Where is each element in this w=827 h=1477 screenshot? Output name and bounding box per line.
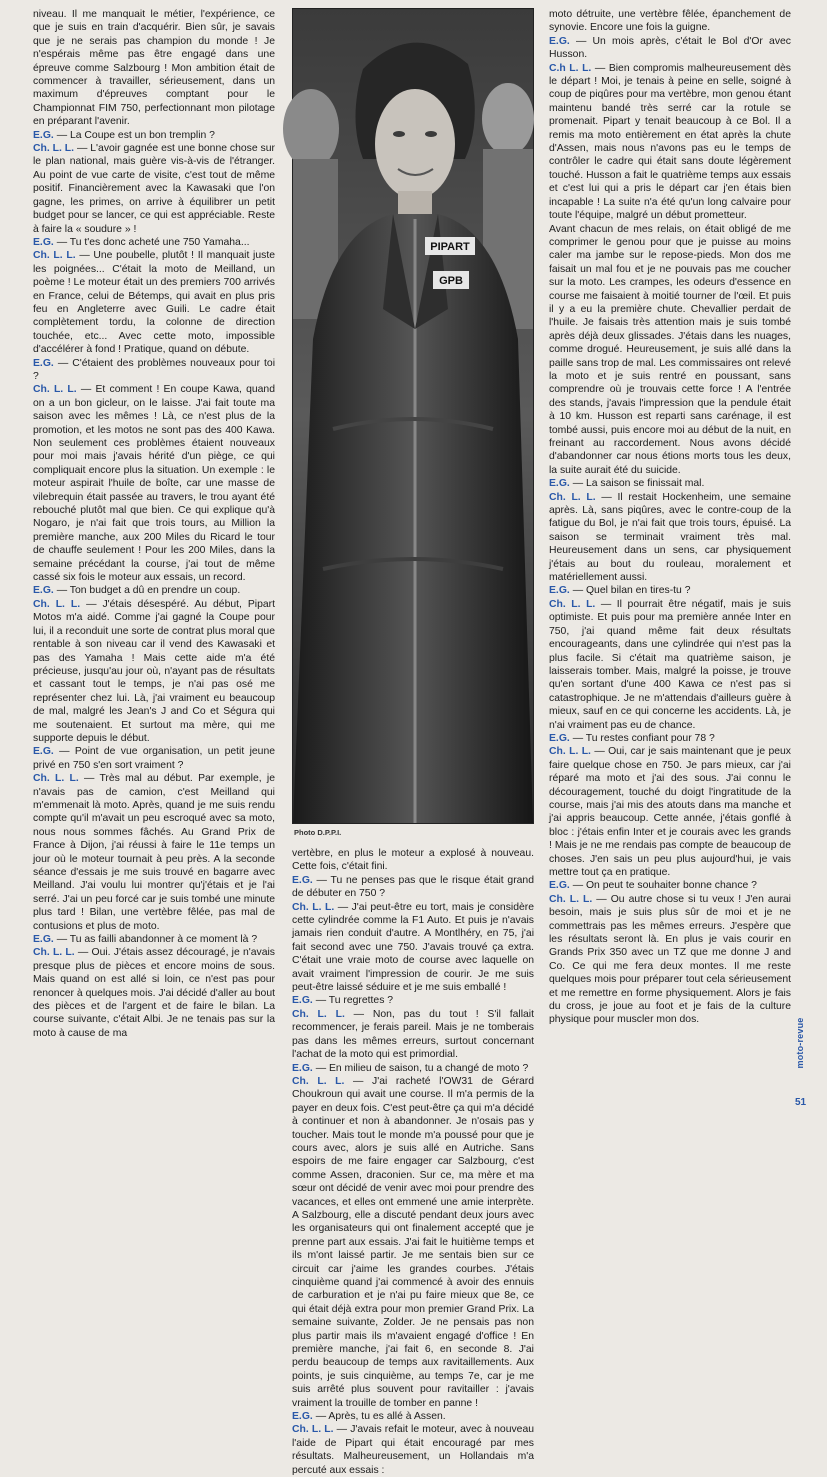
speaker-label: Ch. L. L. xyxy=(549,491,596,503)
paragraph xyxy=(549,893,791,1027)
paragraph xyxy=(33,249,275,356)
speaker-label: E.G. xyxy=(33,357,54,369)
speaker-label: Ch. L. L. xyxy=(33,384,77,396)
paragraph xyxy=(33,772,275,933)
article-column-1 xyxy=(33,8,275,1132)
speaker-label: E.G. xyxy=(33,934,54,946)
paragraph-text: — J'étais désespéré. Au début, Pipart Motos m'a aidé. Comme j'ai gagné la Coupe pour lui, il a reconduit une sorte de contrat plus moral que rentable à son niveau car il vend des Kawasaki et pas des Yamaha ! Mais cette aide m'a été précieuse, jusqu'au jour où, n'ayant pas de résultats et cassant tout le temps, je n'ai pas osé me représenter chez lui. Là, j'ai vraiment eu beaucoup de mal, malgré les Jean's J and Co et Ségura qui me soutenaient. Et surtout ma mère, qui me supporte depuis le début. xyxy=(33,598,276,744)
paragraph-text: — Oui, car je sais maintenant que je peux faire quelque chose en 750. Je pars mieux, car j'ai réparé ma moto et j'ai des sous. J'ai connu le découragement, touché du doigt l'ingratitude de la course, mais j'ai mis des atouts dans ma manche et j'ai appris beaucoup. Cette année, j'étais gonflé à bloc : j'étais enfin Inter et je courais avec les grands ! Mais je ne me rendais pas compte de beaucoup de choses. J'en sais un peu plus aujourd'hui, je vais mettre tout ça en pratique. xyxy=(549,746,792,878)
speaker-label: Ch. L. L. xyxy=(549,893,593,905)
paragraph-text: — Bien compromis malheureusement dès le départ ! Moi, je tenais à peine en selle, soigné à coup de piqûres pour ma vertèbre, mon genou étant maintenu bandé très serré car la rotule se promenait. Pipart y tenait beaucoup à ce Bol. Il a remis ma moto entièrement en état après la chute d'Assen, mais nous n'avons pas eu le temps de contrôler le cadre qui était sans doute légèrement touché. Husson a fait le quatrième temps aux essais et c'est lui qui a pris le départ car j'en étais bien incapable ! La suite n'a été qu'un long calvaire pour toute l'équipe, malgré un début prometteur. xyxy=(549,62,792,222)
paragraph-text: moto détruite, une vertèbre fêlée, épanchement de synovie. Encore une fois la guigne. xyxy=(549,9,791,34)
paragraph-text: — Une poubelle, plutôt ! Il manquait juste les poignées... C'était la moto de Meilland, un poème ! Le moteur était un des premiers 700 arrivés en France, celui de Bétemps, qui avait en plus pris feu en Angleterre avec Guili. Le cadre était complètement tordu, la colonne de direction touchée, etc... Avec cette moto, impossible d'accélérer à fond ! Pratique, quand on débute. xyxy=(33,250,276,356)
rider-photo xyxy=(292,8,534,824)
speaker-label: C.h L. L. xyxy=(549,62,592,74)
speaker-label: E.G. xyxy=(549,880,570,892)
speaker-label: E.G. xyxy=(292,1411,313,1423)
paragraph-text: — Quel bilan en tires-tu ? xyxy=(572,585,691,597)
bystander-right xyxy=(482,83,534,155)
leather-jacket xyxy=(293,214,533,823)
paragraph xyxy=(549,732,791,745)
paragraph-text: Avant chacun de mes relais, on était obligé de me comprimer le genou pour que je puisse au moins caler ma jambe sur le repose-pieds. Mon dos me faisait un mal fou et je ne pouvais pas me coucher sur la moto. Les crampes, les odeurs d'essence en course me faisaient à moitié tourner de l'œil. Et puis il y a eu la première chute. Chevallier perdait de l'huile. Je faisais très attention mais je suis tombé après déjà deux glissades. J'étais dans les nuages, comme drogué. Heureusement, je suis allé dans la paille sans trop de mal. Les commissaires ont relevé la moto et je suis rentré en poussant, sans comprendre où je trouvais cette force ! A l'entrée des stands, j'avais l'impression que la pendule était à 10 km. Husson est reparti sans carénage, il est tombé aussi, puis encore moi au début de la nuit, en freinant au raccordement. Nous avons décidé d'abandonner car nous étions morts tous les deux, la suite aurait été du suicide. xyxy=(549,223,791,476)
speaker-label: Ch. L. L. xyxy=(33,947,75,959)
paragraph xyxy=(33,8,275,129)
speaker-label: Ch. L. L. xyxy=(549,598,596,610)
paragraph-text: — C'étaient des problèmes nouveaux pour toi ? xyxy=(33,357,276,382)
paragraph-text: — Il restait Hockenheim, une semaine après. Là, sans piqûres, avec le contre-coup de la fatigue du Bol, je n'ai fait que trois tours, épuisé. La saison se terminait vraiment très mal. Heureusement dans un sens, car physiquement j'étais au bout du rouleau, moralement et matériellement aussi. xyxy=(549,491,792,584)
paragraph-text: — Tu regrettes ? xyxy=(315,995,394,1007)
bystander-left xyxy=(283,89,339,169)
paragraph-text: — J'ai racheté l'OW31 de Gérard Choukroun qui avait une course. Il m'a permis de la payer en deux fois. C'est peut-être ça qui m'a décidé à continuer et non à abandonner. Je n'osais pas y toucher. Mais tout le monde m'a poussé pour que je cours avec, alors je suis allé en Autriche. Sans espoirs de me faire engager car Salzbourg, c'est comme Assen, draconien. Sur ce, ma mère et ma sœur ont décidé de venir avec moi pour prendre des vacances, et elles ont emmené une amie interprète. A Salzbourg, elle a discuté pendant deux jours avec les organisateurs qui ont finalement accepté que je prenne part aux essais. J'ai fait le huitième temps et ils m'ont laissé partir. Je me sentais bien sur ce circuit car j'aime les grandes courbes. J'étais cinquième quand j'ai commencé à avoir des ennuis de carburation et je n'ai pu faire mieux que 8e, ce qui était déjà extra pour mon premier Grand Prix. La semaine suivante, Zolder. Je ne pensais pas non plus partir mais ils m'avaient engagé d'office ! En première manche, j'ai fait 6, en seconde 8. J'ai perdu beaucoup de temps aux ravitaillements. Aux points, je suis cinquième, au temps 7e, car je me suis arrêté plus souvent pour ravitailler : j'avais vraiment la trouille de tomber en panne ! xyxy=(292,1075,534,1409)
speaker-label: Ch. L. L. xyxy=(33,143,75,155)
speaker-label: Ch. L. L. xyxy=(292,1008,345,1020)
paragraph xyxy=(33,933,275,946)
paragraph-text: — Tu ne penses pas que le risque était grand de débuter en 750 ? xyxy=(292,874,534,900)
speaker-label: Ch. L. L. xyxy=(292,1075,345,1087)
paragraph xyxy=(549,491,791,585)
paragraph xyxy=(292,847,534,874)
speaker-label: E.G. xyxy=(292,874,313,886)
speaker-label: E.G. xyxy=(292,995,313,1007)
paragraph xyxy=(292,1075,534,1410)
paragraph xyxy=(549,223,791,478)
paragraph xyxy=(549,8,791,35)
paragraph-text: — Ton budget a dû en prendre un coup. xyxy=(56,585,241,597)
paragraph xyxy=(33,598,275,745)
paragraph-text: — Il pourrait être négatif, mais je suis optimiste. Et puis pour ma première année Inter en 750, j'ai quand même fait deux résultats encourageants, dans une cylindrée qui n'est pas la plus facile. Si c'était ma quatrième saison, je laisserais tomber. Mais, malgré la poisse, je trouve qu'en sortant d'une 400 Kawa ce n'est pas si catastrophique. Je ne m'attendais d'ailleurs guère à mieux, sauf en ce qui concerne les accidents. Là, je n'ai vraiment pas eu de chance. xyxy=(549,598,791,731)
paragraph xyxy=(549,745,791,879)
article-column-3 xyxy=(549,8,791,1132)
speaker-label: Ch. L. L. xyxy=(292,901,335,913)
paragraph-text: — J'ai peut-être eu tort, mais je considère cette cylindrée comme la F1 Auto. Et puis je n'avais jamais rien conduit d'autre. A Montlhéry, en 75, j'ai fait second avec une 750. J'avais trouvé ça extra. C'était une vraie moto de course avec laquelle on avait vraiment l'impression de courir. Je me suis peut-être laissé séduire et je me suis emballé ! xyxy=(292,901,534,994)
paragraph xyxy=(549,35,791,62)
paragraph xyxy=(33,236,275,249)
paragraph xyxy=(549,879,791,892)
paragraph xyxy=(549,584,791,597)
paragraph-text: — En milieu de saison, tu a changé de moto ? xyxy=(315,1062,529,1074)
speaker-label: E.G. xyxy=(33,585,54,597)
paragraph-text: — La saison se finissait mal. xyxy=(572,478,705,490)
paragraph xyxy=(33,129,275,142)
jacket-patch-text-1: PIPART xyxy=(430,241,470,253)
paragraph-text: — La Coupe est un bon tremplin ? xyxy=(56,129,215,141)
speaker-label: E.G. xyxy=(33,129,54,141)
speaker-label: E.G. xyxy=(549,478,570,490)
paragraph-text: — Très mal au début. Par exemple, je n'avais pas de camion, c'est Meilland qui m'emmenait là moto. Après, quand je me suis rendu compte qu'il m'avait un peu escroqué avec sa moto, nous nous sommes fâchés. Au Grand Prix de France à Dijon, j'ai réussi à faire le 11e temps un jour où le moteur tournait à peu près. A la seconde séance d'essais je me suis trouvé en bagarre avec Meilland. J'ai voulu lui montrer qu'j'étais et je l'ai serré. J'ai un peu forcé car je suis tombé une minute plus tard ! Bilan, une vertèbre fêlée, pas mal de contusions et plus de moto. xyxy=(33,773,276,932)
paragraph xyxy=(292,1423,534,1477)
paragraph-text: — Après, tu es allé à Assen. xyxy=(315,1411,446,1423)
speaker-label: E.G. xyxy=(549,732,570,744)
paragraph xyxy=(292,1410,534,1423)
paragraph xyxy=(292,994,534,1007)
speaker-label: Ch. L. L. xyxy=(33,250,76,262)
page-number: 51 xyxy=(795,1097,807,1108)
speaker-label: Ch. L. L. xyxy=(549,746,591,758)
paragraph-text: — On peut te souhaiter bonne chance ? xyxy=(572,880,757,892)
rider-face xyxy=(375,89,455,199)
paragraph-text: — Tu restes confiant pour 78 ? xyxy=(572,732,715,744)
paragraph xyxy=(33,142,275,236)
paragraph xyxy=(33,584,275,597)
magazine-name-vertical: moto-revue xyxy=(795,1017,805,1069)
paragraph-text: — Ou autre chose si tu veux ! J'en aurai besoin, mais je suis plus sûr de moi et je ne commettrais pas les mêmes erreurs. J'espère que les résultats seront là. En plus je vais courir en Grands Prix 350 avec un TZ que me donne J and Co. Ce qui me fera deux montes. Il me reste quelques mois pour préparer tout cela sérieusement et me remettre en forme physiquement. Alors je fais du cross, je joue au foot et je fais de la culture physique pour muscler mon dos. xyxy=(549,893,791,1026)
jacket-patch-text-2: GPB xyxy=(439,275,463,287)
paragraph-text: — Tu t'es donc acheté une 750 Yamaha... xyxy=(56,236,250,248)
article-column-2 xyxy=(292,847,534,1476)
paragraph-text: vertèbre, en plus le moteur a explosé à nouveau. Cette fois, c'était fini. xyxy=(292,848,534,873)
paragraph-text: niveau. Il me manquait le métier, l'expérience, ce que je suis en train d'acquérir. Bien sûr, je savais que je ne serais pas champion du monde ! Je n'espérais même pas être engagé dans une épreuve comme Salzbourg ! Mon ambition était de commencer à travailler, sérieusement, dans un maximum d'épreuves comptant pour le Championnat FIM 750, perfectionnant mon pilotage en préparant l'avenir. xyxy=(33,9,275,128)
paragraph-text: — L'avoir gagnée est une bonne chose sur le plan national, mais guère vis-à-vis de l'étranger. Au point de vue carte de visite, c'est tout de même positif. Financièrement avec la Kawasaki que l'on gagne, les primes, on arrive à équilibrer un petit budget pour se lancer, ce qui est appréciable. Reste à faire la « soudure » ! xyxy=(33,143,275,235)
paragraph xyxy=(549,477,791,490)
speaker-label: E.G. xyxy=(549,35,570,47)
paragraph-text: — Et comment ! En coupe Kawa, quand on a un bon gicleur, on le laisse. J'ai fait toute ma saison avec les mêmes ! Là, ce n'est plus de la promotion, et les motos ne sont pas des 400 Kawa. Non seulement ces problèmes étaient nouveaux pour moi mais j'avais hérité d'un piège, ce qui compliquait encore plus la situation. Un exemple : le moteur aspirait l'huile de boîte, car une masse de vilebrequin était passée au travers, le trou ayant été rebouché plutôt mal que bien. Ce qui explique qu'à Nogaro, je n'ai fait que trois tours, au Million la première manche, aux 200 Miles du Ricard le tour de chauffe seulement ! Pour les 200 Miles, dans la semaine précédant la course, j'ai tout de même cassé six fois le moteur aux essais, un record. xyxy=(33,384,275,584)
paragraph-text: — Non, pas du tout ! S'il fallait recommencer, je ferais pareil. Mais je ne tomberais pas dans les mêmes erreurs, surtout concernant l'achat de la moto qui est primordial. xyxy=(292,1008,534,1061)
paragraph-text: — J'avais refait le moteur, avec à nouveau l'aide de Pipart qui était encouragé par mes résultats. Malheureusement, un Hollandais m'a percuté aux essais : xyxy=(292,1424,534,1476)
paragraph xyxy=(292,874,534,901)
speaker-label: E.G. xyxy=(33,236,54,248)
paragraph-text: — Point de vue organisation, un petit jeune privé en 750 s'en sort vraiment ? xyxy=(33,746,275,771)
paragraph xyxy=(549,62,791,223)
speaker-label: Ch. L. L. xyxy=(33,773,79,785)
paragraph-text: — Un mois après, c'était le Bol d'Or avec Husson. xyxy=(549,35,791,61)
speaker-label: E.G. xyxy=(33,746,54,758)
paragraph xyxy=(33,357,275,384)
paragraph xyxy=(33,383,275,584)
speaker-label: E.G. xyxy=(549,585,570,597)
paragraph xyxy=(292,1062,534,1075)
paragraph xyxy=(33,745,275,772)
paragraph xyxy=(292,1008,534,1062)
speaker-label: E.G. xyxy=(292,1062,313,1074)
paragraph xyxy=(292,901,534,995)
speaker-label: Ch. L. L. xyxy=(292,1424,334,1436)
photo-credit: Photo D.P.P.I. xyxy=(294,828,342,837)
paragraph-text: — Tu as failli abandonner à ce moment là ? xyxy=(56,934,258,946)
paragraph xyxy=(549,598,791,732)
speaker-label: Ch. L. L. xyxy=(33,598,81,610)
paragraph-text: — Oui. J'étais assez découragé, je n'avais presque plus de pièces et encore moins de sous. Mais quand on est allé si loin, ce n'est pas pour renoncer à quelques mois. J'ai décidé d'aller au bout des pièces et de l'argent et de faire le bilan. La course suivante, c'était Albi. Je ne tenais pas sur la moto à cause de ma xyxy=(33,947,276,1039)
paragraph xyxy=(33,946,275,1040)
